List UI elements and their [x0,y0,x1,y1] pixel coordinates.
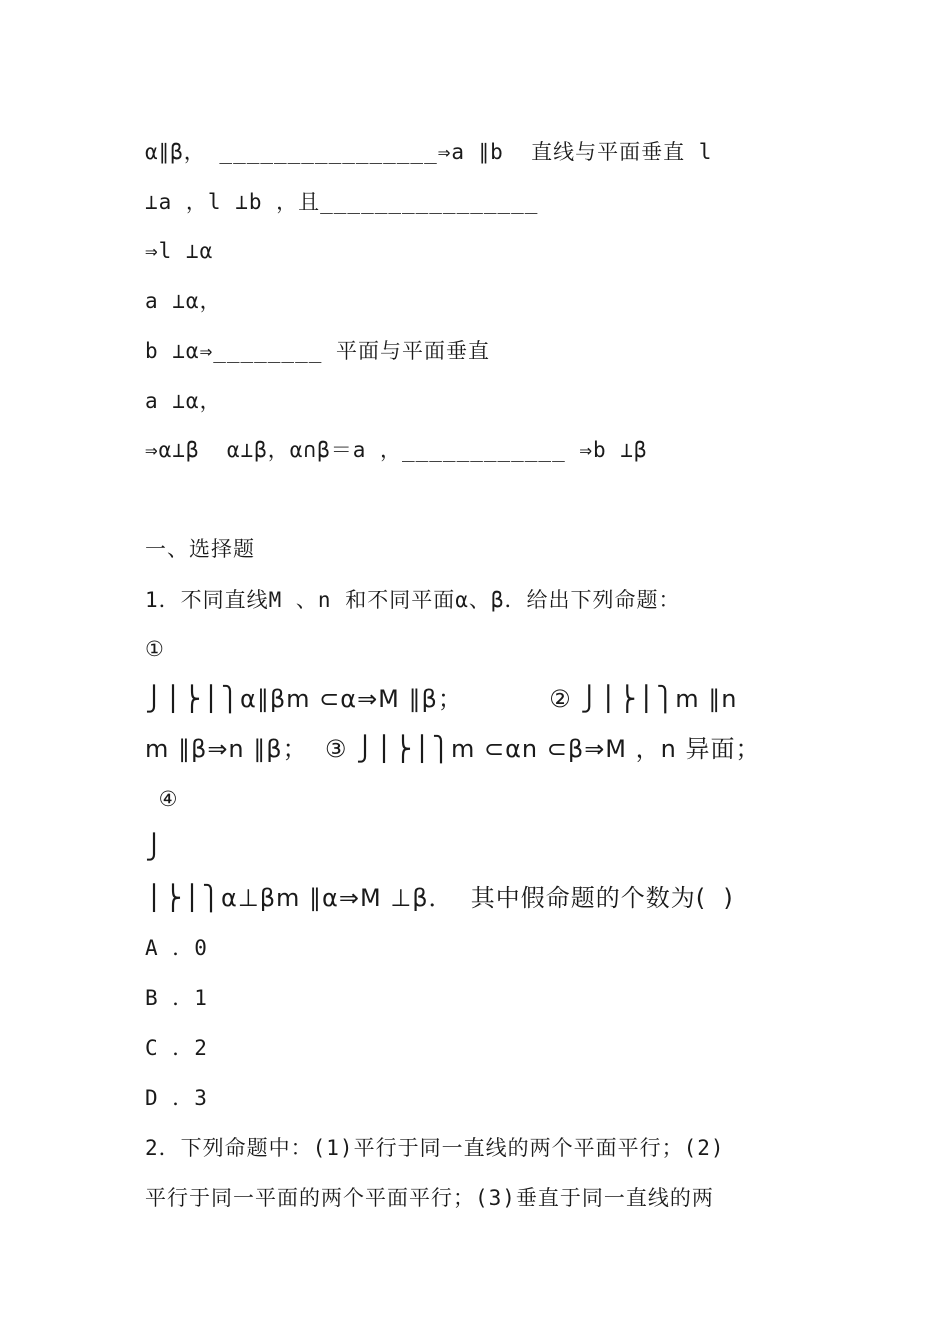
text-line: ⇒α⊥β α⊥β，α∩β＝a ，____________ ⇒b ⊥β [145,438,648,462]
option-a: A ．0 [145,936,208,960]
text-line: ⎭⎪⎬⎪⎫α∥βm ⊂α⇒M ∥β； ② ⎭⎪⎬⎪⎫m ∥n [145,685,738,713]
text-line: ④ [145,787,179,811]
text-line: ⎭ [145,833,164,861]
text-line: a ⊥α， [145,389,222,413]
option-d: D ．3 [145,1086,208,1110]
text-line: ⊥a ，l ⊥b ，且________________ [145,190,539,214]
text-line: ⇒l ⊥α [145,239,214,263]
text-line: 平行于同一平面的两个平面平行；(3)垂直于同一直线的两 [145,1186,714,1210]
text-line: ⎪⎬⎪⎫α⊥βm ∥α⇒M ⊥β． 其中假命题的个数为( ) [145,884,734,912]
option-c: C ．2 [145,1036,208,1060]
text-line: ① [145,637,165,661]
text-line: α∥β， ________________⇒a ∥b 直线与平面垂直 l [145,140,713,164]
option-b: B ．1 [145,986,208,1010]
text-line: b ⊥α⇒________ 平面与平面垂直 [145,339,491,363]
section-heading: 一、选择题 [145,537,255,561]
text-line: a ⊥α， [145,289,222,313]
text-line: m ∥β⇒n ∥β； ③ ⎭⎪⎬⎪⎫m ⊂αn ⊂β⇒M ，n 异面； [145,735,761,763]
question-2-stem: 2．下列命题中：(1)平行于同一直线的两个平面平行；(2) [145,1136,725,1160]
question-1-stem: 1．不同直线M 、n 和不同平面α、β．给出下列命题： [145,588,681,612]
